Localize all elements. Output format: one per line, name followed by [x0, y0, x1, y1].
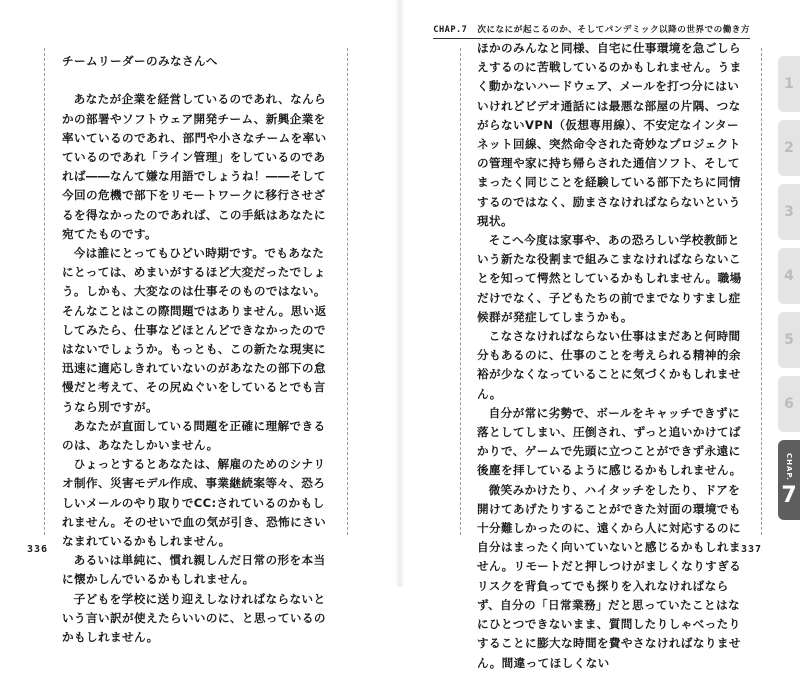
chapter-tab-number: 5: [784, 332, 794, 348]
left-page: [0, 0, 395, 645]
page-number-left: 336: [27, 544, 49, 555]
paragraph: ひょっとするとあなたは、解雇のためのシナリオ制作、災害モデル作成、事業継続案等々、恐ろしいメールのやり取りでCC:されているのかもしれません。そのせいで血の気が引き、恐怖にさいなまれているかもしれません。: [62, 457, 327, 549]
paragraph: 自分が常に劣勢で、ボールをキャッチできずに落としてしまい、圧倒され、ずっと追いかけてばかりで、ゲームで先頭に立つことができず永遠に後塵を拝しているように感じるかもしれません。: [477, 405, 742, 478]
chapter-tab-number: 2: [784, 140, 794, 156]
left-page-body: [62, 52, 330, 647]
paragraph: 今は誰にとってもひどい時期です。でもあなたにとっては、めまいがするほど大変だったでしょう。しかも、大変なのは仕事そのものではない。そんなことはこの際問題ではありません。思い返してみたら、仕事などほとんどできなかったのではないでしょうか。もっとも、この新たな現実に迅速に適応しきれていないのがあなたの部下の怠慢だと考えて、その尻ぬぐいをしているとでも言うなら別ですが。: [62, 246, 327, 414]
chapter-tab-number: 1: [784, 76, 794, 92]
letter-salutation: チームリーダーのみなさんへ: [62, 54, 218, 68]
right-margin-dotted-line: [761, 48, 762, 535]
right-page-body: [477, 39, 747, 673]
right-page-inner-dotted-line: [460, 48, 461, 535]
page-number-right: 337: [740, 544, 762, 555]
chapter-tab-number: 3: [784, 204, 794, 220]
paragraph: あなたが企業を経営しているのであれ、なんらかの部署やソフトウェア開発チーム、新興企業を率いているのであれ、部門や小さなチームを率いているのであれ「ライン管理」をしているのであれば――なんて嫌な用語でしょうね！――そして今回の危機で部下をリモートワークに移行させざるを得なかったのであれば、この手紙はあなたに宛てたものです。: [62, 92, 327, 241]
chapter-tag: CHAP.7: [433, 25, 468, 35]
chapter-title: 次になにが起こるのか、そしてパンデミック以降の世界での働き方: [477, 25, 750, 35]
chapter-tab-number: 4: [784, 268, 794, 284]
chapter-tab-2[interactable]: [778, 120, 800, 176]
left-margin-dotted-line: [44, 48, 45, 535]
left-page-inner-dotted-line: [347, 48, 348, 535]
chapter-tab-5[interactable]: [778, 312, 800, 368]
chapter-tab-3[interactable]: [778, 184, 800, 240]
chapter-tab-4[interactable]: [778, 248, 800, 304]
paragraph: あるいは単純に、慣れ親しんだ日常の形を本当に懐かしんでいるかもしれません。: [62, 553, 326, 587]
right-page: [405, 0, 800, 670]
chapter-tab-6[interactable]: [778, 376, 800, 432]
paragraph: 子どもを学校に送り迎えしなければならないという言い訳が使えたらいいのに、と思っているのかもしれません。: [62, 591, 326, 645]
chapter-tab-1[interactable]: [778, 56, 800, 112]
chapter-tabs: [778, 56, 800, 536]
paragraph: 微笑みかけたり、ハイタッチをしたり、ドアを開けてあげたりすることができた対面の環境でも十分難しかったのに、遠くから人に対応するのに自分はまったく向いていないと感じるかもしれません。リモートだと押しつけがましくなりすぎるリスクを背負ってでも探りを入れなければならず、自分の「日常業務」だと思っていたことはなにひとつできないまま、質問したりしゃべったりすることに膨大な時間を費やさなければなりません。間違ってほしくない: [477, 482, 742, 670]
chapter-tab-number: 6: [784, 396, 794, 412]
paragraph: そこへ今度は家事や、あの恐ろしい学校教師という新たな役割まで組みこまなければならないことを知って愕然としているかもしれません。職場だけでなく、子どもたちの前でまでなりすまし症候群が発症してしまうかも。: [477, 233, 742, 324]
chapter-tab-label: CHAP.: [785, 453, 793, 481]
running-chapter-header: [433, 23, 750, 39]
chapter-tab-7-active[interactable]: [778, 440, 800, 520]
paragraph: ほかのみんなと同様、自宅に仕事環境を急ごしらえするのに苦戦しているのかもしれません。うまく動かないハードウェア、メールを打つ分にはいいけれどビデオ通話には最悪な部屋の片隅、つながらないVPN（仮想専用線）、不安定なインターネット回線、突然命令された奇妙なプロジェクトの管理や家に持ち帰らされた通信ソフト、そしてまったく同じことを経験している部下たちに同情するのではなく、励まさなければならないという現状。: [477, 41, 742, 228]
paragraph: こなさなければならない仕事はまだあと何時間分もあるのに、仕事のことを考えられる精神的余裕が少なくなっていることに気づくかもしれません。: [477, 329, 741, 401]
chapter-tab-number: 7: [781, 482, 797, 508]
book-gutter: [395, 0, 405, 587]
paragraph: あなたが直面している問題を正確に理解できるのは、あなたしかいません。: [62, 418, 326, 453]
